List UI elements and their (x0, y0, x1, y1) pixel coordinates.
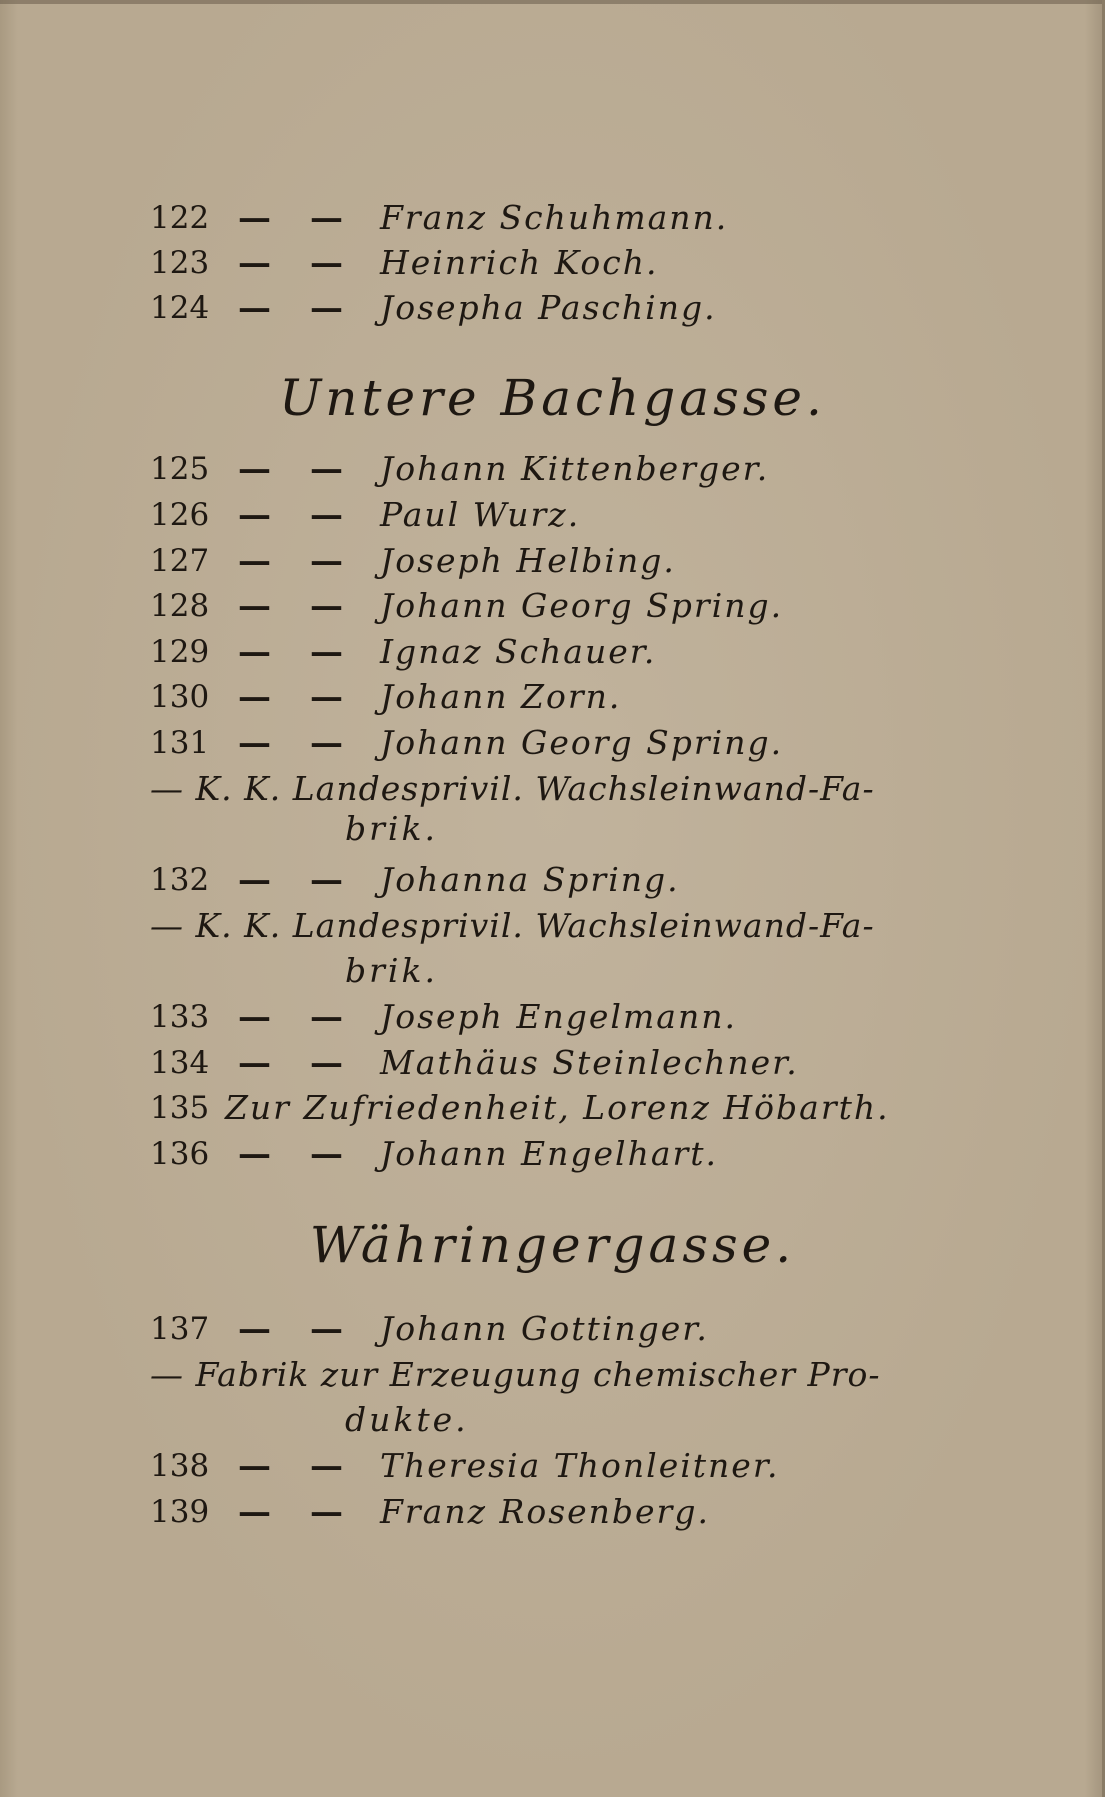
dash: — (238, 1446, 271, 1485)
resident-name: Joseph Engelmann. (380, 997, 737, 1036)
resident-name: Ignaz Schauer. (380, 632, 657, 671)
dash: — (310, 723, 343, 762)
dash: — (310, 449, 343, 488)
list-item-continuation (150, 806, 970, 852)
list-item (150, 674, 970, 720)
list-item (150, 583, 970, 629)
list-item (150, 629, 970, 675)
house-number: 138 (150, 1448, 210, 1484)
resident-name: Johann Zorn. (380, 677, 622, 716)
dash: — (238, 198, 271, 237)
list-item (150, 1040, 970, 1086)
house-number: 137 (150, 1311, 210, 1347)
dash: — (310, 288, 343, 327)
resident-name: Zur Zufriedenheit, Lorenz Höbarth. (225, 1088, 890, 1127)
house-number: 136 (150, 1136, 210, 1172)
list-item (150, 446, 970, 492)
dash: — (238, 1492, 271, 1531)
house-number: 126 (150, 497, 210, 533)
dash: — (238, 495, 271, 534)
resident-name: Johann Georg Spring. (380, 723, 784, 762)
list-item (150, 857, 970, 903)
dash: — (238, 997, 271, 1036)
dash: — (310, 586, 343, 625)
house-number: 132 (150, 862, 210, 898)
dash: — (238, 449, 271, 488)
list-item (150, 538, 970, 584)
dash: — (310, 997, 343, 1036)
list-item (150, 903, 970, 949)
list-item-continuation (150, 1397, 970, 1443)
house-number: 129 (150, 634, 210, 670)
dash: — (238, 1043, 271, 1082)
dash: — (238, 723, 271, 762)
house-number: 135 (150, 1090, 210, 1126)
resident-name: Franz Rosenberg. (380, 1492, 710, 1531)
dash: — (310, 198, 343, 237)
house-number: 133 (150, 999, 210, 1035)
dash: — (310, 243, 343, 282)
resident-name: Johann Kittenberger. (380, 449, 770, 488)
house-number: 124 (150, 290, 210, 326)
entry-continuation: dukte. (345, 1400, 469, 1439)
resident-name: Johann Gottinger. (380, 1309, 709, 1348)
dash: — (238, 541, 271, 580)
business-entry: — K. K. Landesprivil. Wachsleinwand-Fa- (150, 769, 875, 808)
dash: — (238, 586, 271, 625)
street-heading: Untere Bachgasse. (279, 369, 826, 427)
dash: — (310, 495, 343, 534)
house-number: 122 (150, 200, 210, 236)
dash: — (310, 1043, 343, 1082)
house-number: 131 (150, 725, 210, 761)
dash: — (238, 1309, 271, 1348)
street-heading: Währingergasse. (309, 1216, 796, 1274)
list-item (150, 1131, 970, 1177)
dash: — (238, 288, 271, 327)
dash: — (310, 1134, 343, 1173)
resident-name: Heinrich Koch. (380, 243, 659, 282)
dash: — (310, 541, 343, 580)
resident-name: Johann Engelhart. (380, 1134, 719, 1173)
list-item (150, 1306, 970, 1352)
dash: — (310, 860, 343, 899)
business-entry: — K. K. Landesprivil. Wachsleinwand-Fa- (150, 906, 875, 945)
resident-name: Josepha Pasching. (380, 288, 717, 327)
dash: — (238, 677, 271, 716)
list-item (150, 1352, 970, 1398)
list-item (150, 240, 970, 286)
resident-name: Johanna Spring. (380, 860, 680, 899)
business-entry: — Fabrik zur Erzeugung chemischer Pro- (150, 1355, 881, 1394)
list-item (150, 492, 970, 538)
entry-continuation: brik. (345, 951, 438, 990)
list-item (150, 1085, 970, 1131)
house-number: 134 (150, 1045, 210, 1081)
house-number: 130 (150, 679, 210, 715)
house-number: 127 (150, 543, 210, 579)
list-item (150, 285, 970, 331)
list-item (150, 720, 970, 766)
list-item-continuation (150, 948, 970, 994)
house-number: 123 (150, 245, 210, 281)
dash: — (310, 632, 343, 671)
resident-name: Mathäus Steinlechner. (380, 1043, 799, 1082)
house-number: 128 (150, 588, 210, 624)
resident-name: Franz Schuhmann. (380, 198, 729, 237)
dash: — (310, 1446, 343, 1485)
house-number: 139 (150, 1494, 210, 1530)
dash: — (310, 677, 343, 716)
dash: — (238, 1134, 271, 1173)
dash: — (238, 243, 271, 282)
house-number: 125 (150, 451, 210, 487)
resident-name: Paul Wurz. (380, 495, 581, 534)
list-item (150, 1489, 970, 1535)
dash: — (310, 1492, 343, 1531)
resident-name: Theresia Thonleitner. (380, 1446, 780, 1485)
resident-name: Joseph Helbing. (380, 541, 676, 580)
list-item (150, 994, 970, 1040)
list-item (150, 1443, 970, 1489)
list-item (150, 195, 970, 241)
dash: — (238, 632, 271, 671)
resident-name: Johann Georg Spring. (380, 586, 784, 625)
dash: — (310, 1309, 343, 1348)
dash: — (238, 860, 271, 899)
entry-continuation: brik. (345, 809, 438, 848)
